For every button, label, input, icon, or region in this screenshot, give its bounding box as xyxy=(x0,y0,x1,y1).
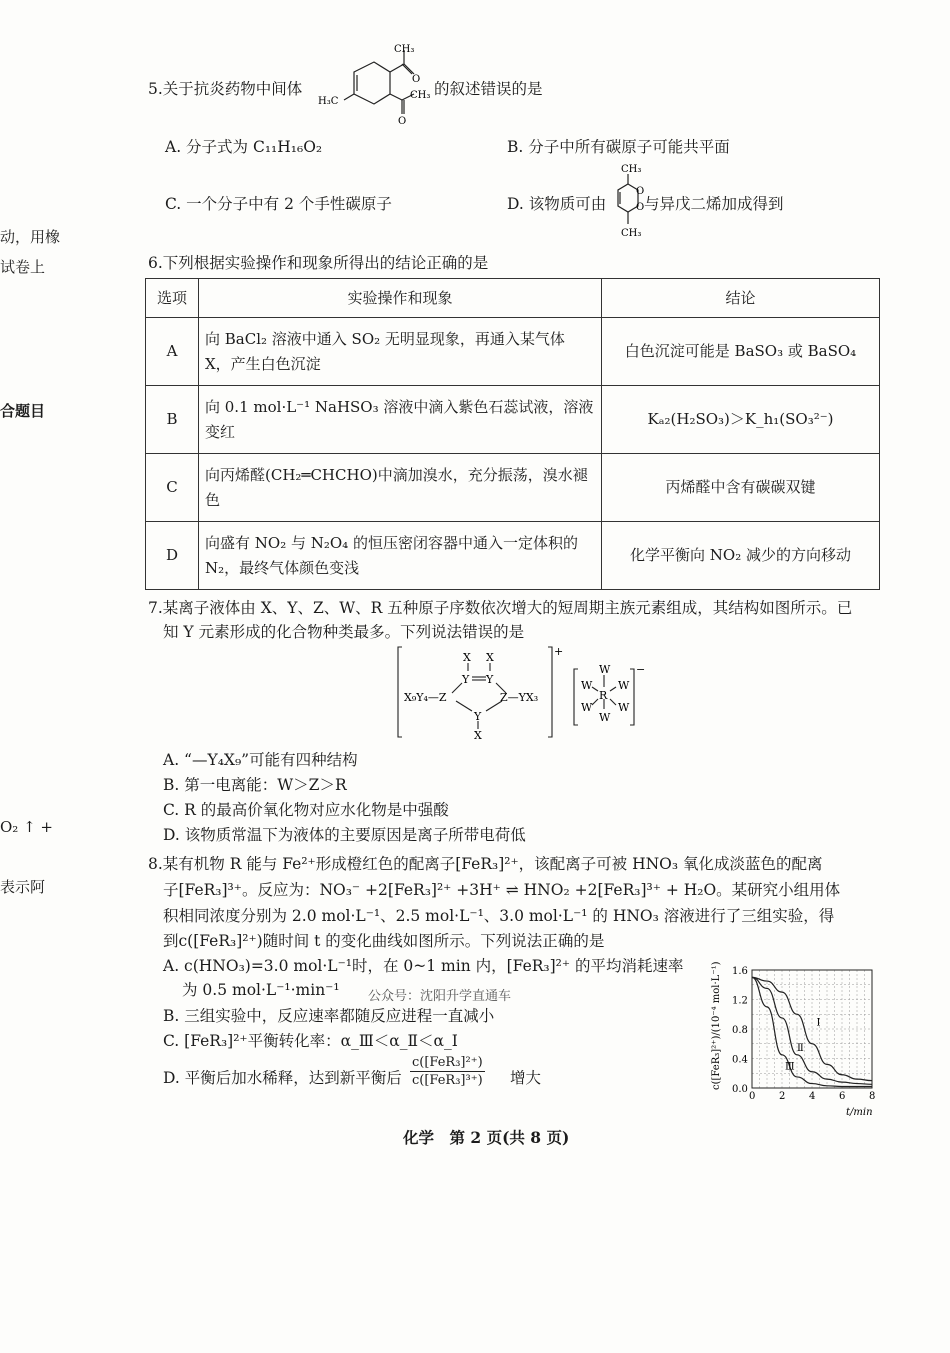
q8-option-d-b: 增大 xyxy=(510,1069,542,1087)
y-tick-label: 0.8 xyxy=(732,1025,748,1036)
x-tick-label: 2 xyxy=(779,1091,786,1102)
header-operation: 实验操作和现象 xyxy=(199,279,602,318)
struct-left-group: X₉Y₄—Z xyxy=(404,691,447,704)
mol-ch3-top: CH₃ xyxy=(394,44,415,55)
row-operation: 向 BaCl₂ 溶液中通入 SO₂ 无明显现象，再通入某气体 X，产生白色沉淀 xyxy=(199,318,602,386)
margin-text-1: 动，用橡 xyxy=(0,228,61,246)
q5-option-b: B. 分子中所有碳原子可能共平面 xyxy=(507,138,730,156)
x-tick-label: 0 xyxy=(749,1091,756,1102)
mol-o-2: O xyxy=(398,116,407,126)
q7-option-b: B. 第一电离能：W＞Z＞R xyxy=(163,776,347,794)
q8-stem-3: 积相同浓度分别为 2.0 mol·L⁻¹、2.5 mol·L⁻¹、3.0 mol·L⁻¹ 的 HNO₃ 溶液进行了三组实验，得 xyxy=(163,907,835,925)
dione-o-1: O xyxy=(636,186,645,197)
q7-ion-structure xyxy=(396,643,646,743)
margin-text-3: 合题目 xyxy=(0,402,46,420)
row-operation: 向丙烯醛(CH₂═CHCHO)中滴加溴水，充分振荡，溴水褪色 xyxy=(199,454,602,522)
row-option: B xyxy=(146,386,199,454)
struct-y: Y xyxy=(474,710,482,723)
struct-x: X xyxy=(474,729,482,742)
q7-option-a: A. “—Y₄X₉”可能有四种结构 xyxy=(163,751,358,769)
table-row xyxy=(146,522,880,590)
struct-w: W xyxy=(581,701,593,714)
q8-option-c: C. [FeR₃]²⁺平衡转化率：α_Ⅲ＜α_Ⅱ＜α_Ⅰ xyxy=(163,1032,458,1050)
q7-stem-1: 7.某离子液体由 X、Y、Z、W、R 五种原子序数依次增大的短周期主族元素组成，其结构如图所示。已 xyxy=(148,599,853,617)
dione-ch3-top: CH₃ xyxy=(621,164,642,175)
q8-stem-4: 到c([FeR₃]²⁺)随时间 t 的变化曲线如图所示。下列说法正确的是 xyxy=(163,932,605,950)
row-conclusion: 丙烯醛中含有碳碳双键 xyxy=(602,454,880,522)
q8-option-a-2: 为 0.5 mol·L⁻¹·min⁻¹ xyxy=(182,981,340,999)
margin-text-4: O₂ ↑ + xyxy=(0,818,53,836)
x-tick-label: 6 xyxy=(839,1091,846,1102)
q8-option-a-1: A. c(HNO₃)=3.0 mol·L⁻¹时，在 0~1 min 内，[FeR₃]²⁺ 的平均消耗速率 xyxy=(163,957,684,975)
row-option: A xyxy=(146,318,199,386)
struct-w: W xyxy=(618,701,630,714)
chart-x-axis-label: t/min xyxy=(846,1107,873,1118)
q7-option-d: D. 该物质常温下为液体的主要原因是离子所带电荷低 xyxy=(163,826,526,844)
q8-stem-2: 子[FeR₃]³⁺。反应为：NO₃⁻ +2[FeR₃]²⁺ +3H⁺ ⇌ HNO₂ +2[FeR₃]³⁺ + H₂O。某研究小组用体 xyxy=(163,881,841,899)
y-tick-label: 1.6 xyxy=(732,966,748,977)
q6-table xyxy=(145,278,880,590)
q6-stem: 6.下列根据实验操作和现象所得出的结论正确的是 xyxy=(148,254,489,272)
margin-text-5: 表示阿 xyxy=(0,878,46,896)
struct-w: W xyxy=(599,711,611,724)
q5-dione-molecule xyxy=(606,160,646,242)
q5-stem-b: 的叙述错误的是 xyxy=(434,80,543,98)
series-label: Ⅲ xyxy=(785,1061,795,1073)
table-header-row xyxy=(146,279,880,318)
y-tick-label: 0.0 xyxy=(732,1084,748,1095)
struct-r: R xyxy=(599,689,608,702)
row-conclusion: 白色沉淀可能是 BaSO₃ 或 BaSO₄ xyxy=(602,318,880,386)
q5-stem-a: 5.关于抗炎药物中间体 xyxy=(148,80,303,98)
struct-plus: + xyxy=(554,645,564,658)
row-option: D xyxy=(146,522,199,590)
y-tick-label: 1.2 xyxy=(732,995,748,1007)
q5-option-d-a: D. 该物质可由 xyxy=(507,195,607,213)
mol-o-1: O xyxy=(412,74,421,85)
dione-ch3-bottom: CH₃ xyxy=(621,228,642,239)
q5-molecule xyxy=(316,42,434,126)
struct-w: W xyxy=(618,679,630,692)
q8-stem-1: 8.某有机物 R 能与 Fe²⁺形成橙红色的配离子[FeR₃]²⁺，该配离子可被 HNO₃ 氧化成淡蓝色的配离 xyxy=(148,855,823,873)
struct-w: W xyxy=(581,679,593,692)
q5-option-a: A. 分子式为 C₁₁H₁₆O₂ xyxy=(165,138,323,156)
q8-option-b: B. 三组实验中，反应速率都随反应进程一直减小 xyxy=(163,1007,495,1025)
q5-option-c: C. 一个分子中有 2 个手性碳原子 xyxy=(165,195,392,213)
table-row xyxy=(146,386,880,454)
mol-h3c: H₃C xyxy=(318,96,339,107)
struct-right-group: Z—YX₃ xyxy=(500,691,539,704)
q8-option-d-a: D. 平衡后加水稀释，达到新平衡后 xyxy=(163,1069,402,1087)
q8-fraction xyxy=(410,1054,485,1089)
table-row xyxy=(146,318,880,386)
struct-y: Y xyxy=(462,673,470,686)
chart-grid xyxy=(752,970,872,1088)
row-conclusion: 化学平衡向 NO₂ 减少的方向移动 xyxy=(602,522,880,590)
chart-y-axis-label: c([FeR₃]²⁺)/(10⁻⁴ mol·L⁻¹) xyxy=(711,961,722,1090)
struct-x: X xyxy=(486,651,494,664)
q5-option-d-b: 与异戊二烯加成得到 xyxy=(644,195,784,213)
series-label: Ⅰ xyxy=(816,1017,821,1029)
margin-text-2: 试卷上 xyxy=(0,258,46,276)
x-tick-label: 4 xyxy=(809,1091,816,1102)
dione-o-2: O xyxy=(636,202,645,213)
q8-chart xyxy=(706,958,882,1120)
chart-ticks xyxy=(732,966,875,1102)
page-footer: 化学 第 2 页(共 8 页) xyxy=(403,1128,570,1147)
struct-x: X xyxy=(463,651,471,664)
q7-option-c: C. R 的最高价氧化物对应水化物是中强酸 xyxy=(163,801,449,819)
struct-minus: − xyxy=(636,663,646,676)
struct-y: Y xyxy=(486,673,494,686)
header-option: 选项 xyxy=(146,279,199,318)
header-conclusion: 结论 xyxy=(602,279,880,318)
fraction-denominator: c([FeR₃]³⁺) xyxy=(412,1073,483,1088)
fraction-numerator: c([FeR₃]²⁺) xyxy=(412,1055,483,1070)
watermark: 公众号：沈阳升学直通车 xyxy=(368,989,512,1004)
row-conclusion: Kₐ₂(H₂SO₃)＞K_h₁(SO₃²⁻) xyxy=(602,386,880,454)
struct-w: W xyxy=(599,663,611,676)
row-operation: 向盛有 NO₂ 与 N₂O₄ 的恒压密闭容器中通入一定体积的 N₂，最终气体颜色变浅 xyxy=(199,522,602,590)
mol-ch3-right: CH₃ xyxy=(410,90,431,101)
series-label: Ⅱ xyxy=(797,1043,804,1055)
y-tick-label: 0.4 xyxy=(732,1054,748,1066)
row-operation: 向 0.1 mol·L⁻¹ NaHSO₃ 溶液中滴入紫色石蕊试液，溶液变红 xyxy=(199,386,602,454)
q7-stem-2: 知 Y 元素形成的化合物种类最多。下列说法错误的是 xyxy=(163,623,525,641)
x-tick-label: 8 xyxy=(869,1091,876,1102)
table-row xyxy=(146,454,880,522)
row-option: C xyxy=(146,454,199,522)
